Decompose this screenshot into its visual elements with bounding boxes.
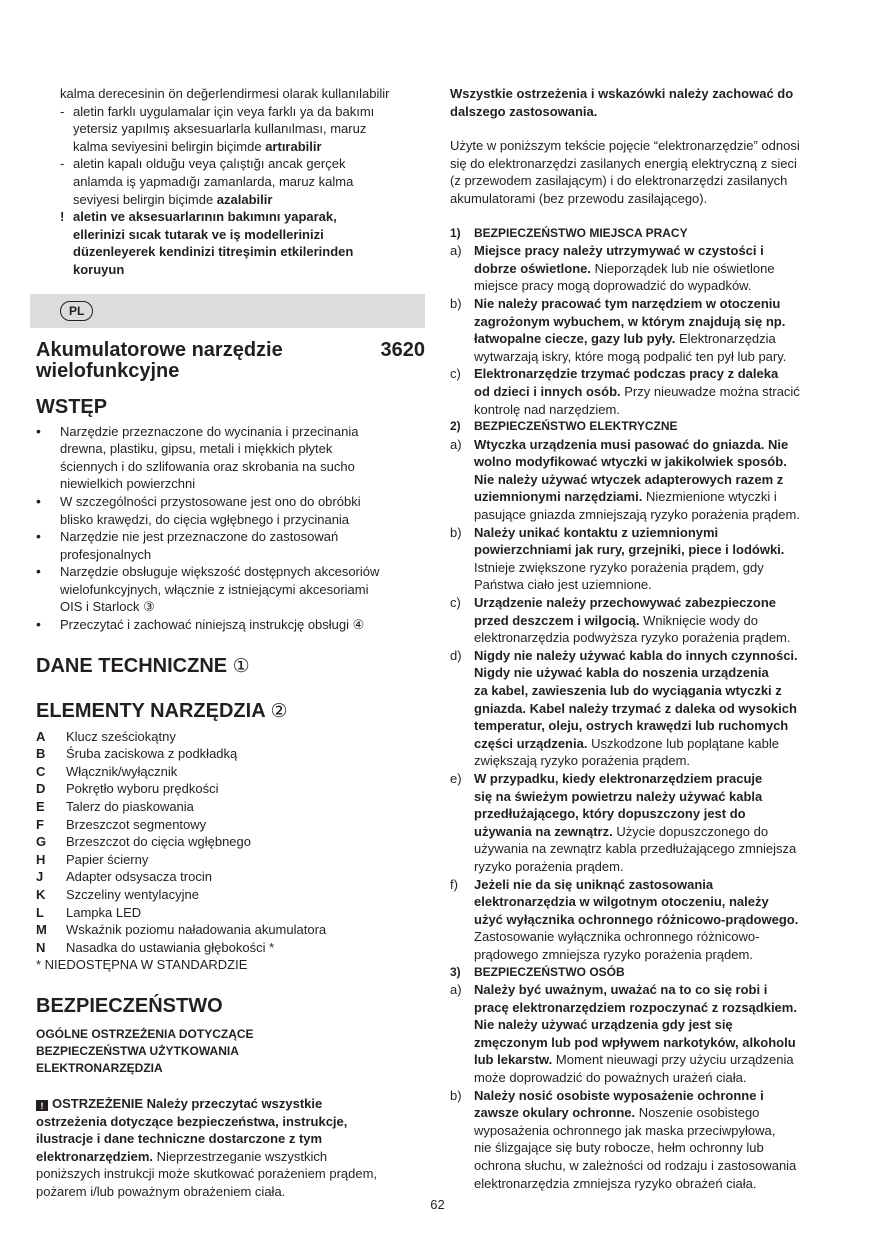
list-marker: L (36, 904, 44, 920)
text-segment: Brzeszczot do cięcia wgłębnego (66, 834, 251, 850)
figure-ref-icon: ② (270, 700, 288, 722)
list-marker: b) (450, 1087, 462, 1103)
text-segment: Wskaźnik poziomu naładowania akumulatora (66, 922, 327, 938)
bullet-item (36, 616, 428, 634)
list-marker: ! (60, 209, 65, 225)
list-marker: B (36, 746, 46, 762)
list-marker: A (36, 728, 46, 744)
letter-item (36, 886, 428, 904)
list-item (450, 524, 842, 594)
text-segment: Miejsce pracy należy utrzymywać w czystości i dobrze oświetlone. (474, 243, 764, 276)
letter-item (36, 780, 428, 798)
text-segment: Śruba zaciskowa z podkładką (66, 746, 238, 762)
list-marker: c) (450, 366, 461, 382)
bullet-item (36, 423, 428, 493)
section-heading (36, 699, 428, 724)
list-item (450, 594, 842, 647)
text-segment: artırabilir (265, 138, 322, 154)
list-marker: F (36, 816, 44, 832)
list-marker: • (36, 492, 41, 509)
text-segment: Użycie dopuszczonego do używania na zewnątrz kabla przedłużającego zmniejsza ryzyko porażenia prądem. (474, 823, 797, 874)
subheading: OGÓLNE OSTRZEŻENIA DOTYCZĄCE BEZPIECZEŃSTWA UŻYTKOWANIA ELEKTRONARZĘDZIA (36, 1026, 254, 1075)
list-item (450, 365, 842, 418)
letter-item (36, 763, 428, 781)
bullet-item (36, 493, 428, 528)
list-marker: a) (450, 436, 462, 452)
list-marker: D (36, 781, 46, 797)
text-segment: Urządzenie należy przechowywać zabezpieczone przed deszczem i wilgocią. (474, 595, 776, 628)
figure-ref-icon: ① (232, 655, 250, 677)
text-segment: aletin kapalı olduğu veya çalıştığı ancak gerçek anlamda iş yapmadığı zamanlarda, maruz kalma seviyesi belirgin biçimde (73, 156, 354, 207)
list-marker: • (36, 563, 41, 580)
text-segment: Należy nosić osobiste wyposażenie ochronne i zawsze okulary ochronne. (474, 1087, 764, 1121)
list-marker: b) (450, 524, 462, 540)
dash-item (36, 103, 428, 156)
list-marker: K (36, 887, 46, 902)
heading-text: DANE TECHNICZNE (36, 654, 233, 677)
list-marker: • (36, 528, 41, 545)
list-marker: d) (450, 647, 462, 663)
text-segment: azalabilir (216, 191, 273, 207)
list-marker: e) (450, 770, 462, 786)
right-column (450, 85, 842, 1192)
text-segment: Elektronarzędzie trzymać podczas pracy z daleka od dzieci i innych osób. (474, 366, 779, 399)
list-marker: a) (450, 982, 462, 998)
letter-item (36, 833, 428, 851)
list-marker: N (36, 939, 46, 955)
left-column (36, 85, 428, 1201)
text-segment: Nasadka do ustawiania głębokości * (66, 939, 275, 955)
text-segment: aletin farklı uygulamalar için veya farklı ya da bakımı yetersiz yapılmış aksesuarlarla kullanılması, maruz kalma seviyesini belirgin biçimde (73, 103, 375, 154)
text-segment: Moment nieuwagi przy użyciu urządzenia może doprowadzić do poważnych urażeń ciała. (474, 1052, 794, 1086)
text-segment: BEZPIECZEŃSTWO MIEJSCA PRACY (474, 225, 688, 240)
text-segment: Wszystkie ostrzeżenia i wskazówki należy zachować do dalszego zastosowania. (450, 86, 794, 119)
text-segment: Przy nieuwadze można stracić kontrolę nad narzędziem. (474, 383, 800, 417)
text-segment: Lampka LED (66, 904, 142, 920)
language-bar (30, 294, 425, 328)
bullet-item (36, 563, 428, 616)
num-item (450, 964, 842, 982)
letter-item (36, 851, 428, 869)
text-segment: Wtyczka urządzenia musi pasować do gniazda. Nie wolno modyfikować wtyczki w jakikolwiek sposób. Nie należy używać wtyczek adapterowych razem z uziemnionymi narzędziami. (474, 436, 789, 505)
text-segment: kalma derecesinin ön değerlendirmesi olarak kullanılabilir (60, 86, 390, 101)
section-heading (36, 994, 428, 1018)
letter-item (36, 921, 428, 939)
heading-text: ELEMENTY NARZĘDZIA (36, 699, 271, 722)
text-segment: aletin ve aksesuarlarının bakımını yaparak, ellerinizi sıcak tutarak ve iş modellerinizi düzenleyerek kendinizi titreşimin etkilerinden koruyun (73, 209, 354, 277)
text-segment: Pokrętło wyboru prędkości (66, 781, 219, 797)
list-marker: - (60, 103, 65, 119)
text-segment: Nigdy nie należy używać kabla do innych czynności. Nigdy nie używać kabla do noszenia urządzenia za kabel, zawieszenia lub do wyciągania wtyczki z gniazda. Kabel należy trzymać z daleka od wysokich temperatur, oleju, ostrych krawędzi lub ruchomych części urządzenia. (474, 647, 798, 751)
list-item (450, 436, 842, 524)
product-name: Akumulatorowe narzędzie wielofunkcyjne (36, 338, 283, 382)
text-segment: W przypadku, kiedy elektronarzędziem pracuje się na świeżym powietrzu należy używać kabla przedłużającego, który dopuszczony jest do używania na zewnątrz. (474, 770, 763, 839)
text-segment: Nie należy pracować tym narzędziem w otoczeniu zagrożonym wybuchem, w którym znajdują się np. łatwopalne ciecze, gazy lub pyły. (474, 295, 786, 347)
text-segment: Talerz do piaskowania (66, 799, 194, 815)
paragraph (450, 137, 842, 207)
list-marker: C (36, 763, 46, 779)
warning-triangle-icon: ! (36, 1100, 48, 1111)
text-segment: Narzędzie nie jest przeznaczone do zastosowań profesjonalnych (60, 529, 339, 562)
list-marker: - (60, 156, 65, 172)
letter-item (36, 728, 428, 746)
list-item (450, 876, 842, 964)
language-badge: PL (60, 301, 93, 321)
list-marker: G (36, 834, 47, 850)
text-segment: Wniknięcie wody do elektronarzędzia podwyższa ryzyko porażenia prądem. (474, 612, 791, 646)
list-marker: J (36, 869, 44, 885)
text-segment: Przeczytać i zachować niniejszą instrukcję obsługi ④ (60, 617, 365, 633)
text-segment: W szczególności przystosowane jest ono do obróbki blisko krawędzi, do cięcia wgłębnego i przycinania (60, 493, 361, 527)
text-segment: BEZPIECZEŃSTWO ELEKTRYCZNE (474, 419, 678, 434)
list-marker: E (36, 799, 45, 815)
letter-item (36, 904, 428, 922)
list-marker: b) (450, 295, 462, 311)
section-heading (36, 395, 428, 419)
list-item (450, 770, 842, 876)
text-segment: Narzędzie obsługuje większość dostępnych akcesoriów wielofunkcyjnych, włącznie z istniejącymi akcesoriami OIS i Starlock ③ (60, 564, 380, 615)
letter-item (36, 745, 428, 763)
text-segment: Użyte w poniższym tekście pojęcie “elektronarzędzie” odnosi się do elektronarzędzi zasilanych energią elektryczną z sieci (z przewodem zasilającym) i do elektronarzędzi zasilanych akumulatorami (bez przewodu zasilającego). (450, 138, 800, 206)
text-segment: Adapter odsysacza trocin (66, 869, 212, 885)
list-item (450, 295, 842, 365)
letter-item (36, 816, 428, 834)
text-segment: Jeżeli nie da się uniknąć zastosowania elektronarzędzia w wilgotnym otoczeniu, należy użyć wyłącznika ochronnego różnicowo-prądowego. (474, 876, 799, 927)
warn-item (36, 1095, 428, 1201)
list-marker: a) (450, 243, 462, 259)
text-segment: Klucz sześciokątny (66, 728, 176, 744)
text-segment: Włącznik/wyłącznik (66, 763, 178, 779)
paragraph (450, 85, 842, 120)
list-item (450, 242, 842, 295)
list-marker: 1) (450, 225, 461, 240)
section-heading (36, 654, 428, 679)
text-segment: Istnieje zwiększone ryzyko porażenia prądem, gdy Państwa ciało jest uziemnione. (474, 559, 764, 593)
list-marker: c) (450, 595, 461, 611)
text-segment: * NIEDOSTĘPNA W STANDARDZIE (36, 957, 248, 973)
product-code: 3620 (380, 338, 425, 361)
text-segment: Papier ścierny (66, 851, 149, 867)
product-title (36, 340, 428, 382)
list-item (450, 1087, 842, 1193)
list-marker: 3) (450, 964, 461, 979)
text-segment: BEZPIECZEŃSTWO OSÓB (474, 964, 625, 979)
list-marker: H (36, 851, 46, 867)
text-segment: OSTRZEŻENIE Należy przeczytać wszystkie ostrzeżenia dotyczące bezpieczeństwa, instrukcje, ilustracje i dane techniczne dostarczone z tym elektronarzędziem. (36, 1095, 348, 1164)
page-number: 62 (430, 1197, 445, 1212)
bang-item (36, 208, 428, 278)
letter-item (36, 939, 428, 957)
text-segment: Nieprzestrzeganie wszystkich poniższych instrukcji może skutkować porażeniem prądem, pożarem i/lub poważnym obrażeniem ciała. (36, 1148, 378, 1199)
text-segment: Brzeszczot segmentowy (66, 816, 207, 832)
num-item (450, 225, 842, 243)
text-segment: Szczeliny wentylacyjne (66, 887, 199, 902)
list-marker: • (36, 422, 41, 439)
heading-text: WSTĘP (36, 395, 108, 418)
list-marker: 2) (450, 419, 461, 434)
bullet-item (36, 528, 428, 563)
heading-text: BEZPIECZEŃSTWO (36, 994, 223, 1017)
text-segment: Noszenie osobistego wyposażenia ochronnego jak maska przeciwpyłowa, nie ślizgające się buty robocze, hełm ochronny lub ochrona słuchu, w zależności od rodzaju i zastosowania elektronarzędzia zmniejsza ryzyko obrażeń ciała. (474, 1105, 797, 1191)
text-segment: Niezmienione wtyczki i pasujące gniazda zmniejszają ryzyko porażenia prądem. (474, 489, 800, 523)
paragraph (36, 956, 428, 974)
text-segment: Nieporządek lub nie oświetlone miejsce pracy mogą doprowadzić do wypadków. (474, 260, 775, 294)
list-marker: M (36, 922, 47, 938)
text-segment: Należy unikać kontaktu z uziemnionymi powierzchniami jak rury, grzejniki, piece i lodówki. (474, 524, 785, 558)
list-marker: • (36, 616, 41, 633)
text-segment: Elektronarzędzia wytwarzają iskry, które mogą podpalić ten pył lub pary. (474, 331, 787, 364)
dash-item (36, 155, 428, 208)
text-segment: Narzędzie przeznaczone do wycinania i przecinania drewna, plastiku, gipsu, metali i miękkich płytek ściennych i do szlifowania oraz skrobania na sucho niewielkich powierzchni (60, 423, 359, 492)
letter-item (36, 798, 428, 816)
list-item (450, 981, 842, 1087)
list-item (450, 647, 842, 770)
list-marker: f) (450, 876, 458, 892)
text-segment: Należy być uważnym, uważać na to co się robi i pracę elektronarzędziem rozpoczynać z rozsądkiem. Nie należy używać urządzenia gdy jest się zmęczonym lub pod wpływem narkotyków, alkoholu lub lekarstw. (474, 982, 797, 1068)
paragraph (36, 85, 428, 103)
text-segment: Zastosowanie wyłącznika ochronnego różnicowo- prądowego zmniejsza ryzyko porażenia prądem. (474, 929, 760, 962)
text-segment: Uszkodzone lub poplątane kable zwiększają ryzyko porażenia prądem. (474, 735, 779, 769)
letter-item (36, 868, 428, 886)
num-item (450, 418, 842, 436)
